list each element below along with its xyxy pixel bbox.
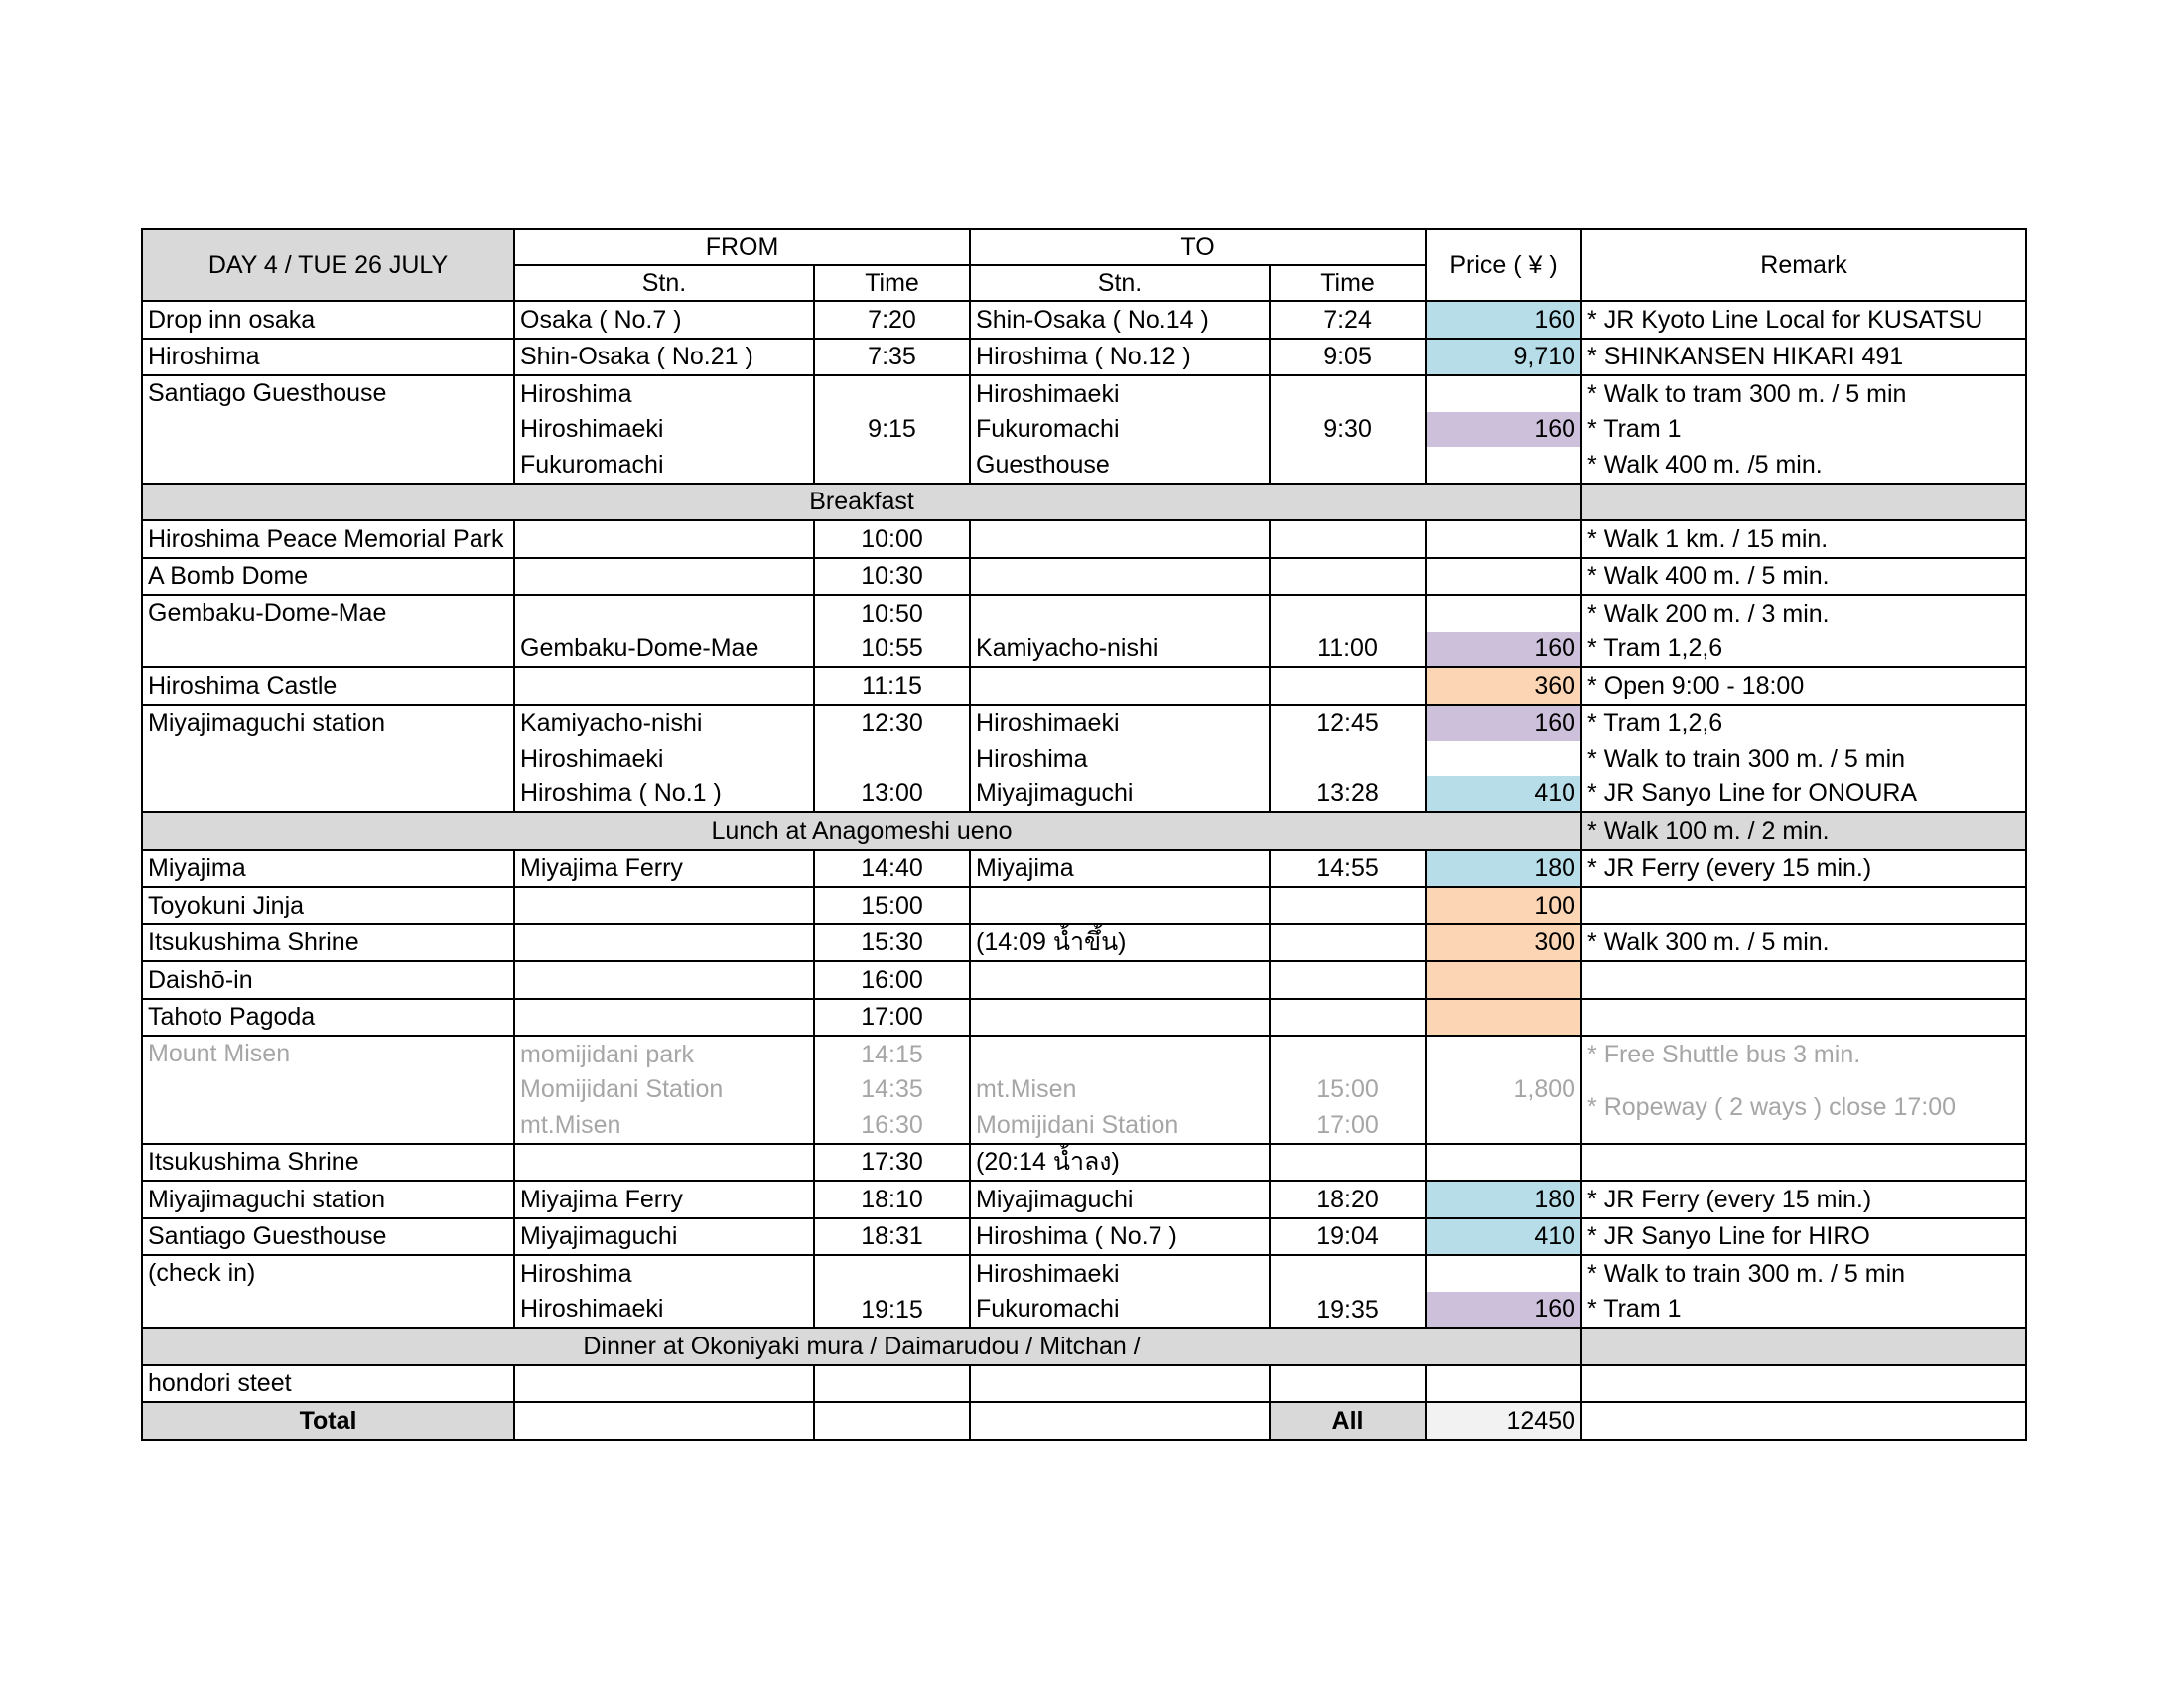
remark-cell — [1581, 999, 2026, 1037]
remark-cell: * JR Sanyo Line for ONOURA — [1581, 776, 2026, 813]
to-stn-cell — [970, 667, 1270, 705]
table-row — [142, 520, 2026, 558]
price-cell: 360 — [1426, 667, 1581, 705]
from-stn-cell: Fukuromachi — [514, 447, 814, 484]
price-cell: 100 — [1426, 887, 1581, 924]
to-stn-cell: Fukuromachi — [970, 412, 1270, 448]
to-time-cell — [1270, 1144, 1426, 1182]
price-cell — [1426, 595, 1581, 632]
from-stn-cell: Shin-Osaka ( No.21 ) — [514, 339, 814, 376]
price-cell: 180 — [1426, 850, 1581, 888]
price-cell — [1426, 1144, 1581, 1182]
total-all-label: All — [1270, 1402, 1426, 1440]
dinner-label: Dinner at Okoniyaki mura / Daimarudou / Mitchan / — [142, 1328, 1581, 1365]
remark-cell: * Open 9:00 - 18:00 — [1581, 667, 2026, 705]
to-stn-cell — [970, 1036, 1270, 1072]
table-row — [142, 595, 2026, 632]
from-time-cell: 17:30 — [814, 1144, 970, 1182]
from-time-cell — [814, 1365, 970, 1403]
from-time-cell: 18:10 — [814, 1181, 970, 1218]
to-time-header: Time — [1270, 265, 1426, 301]
to-time-cell — [1270, 558, 1426, 596]
price-cell — [1426, 1036, 1581, 1072]
from-time-cell: 19:15 — [814, 1255, 970, 1328]
from-time-cell: 9:15 — [814, 375, 970, 484]
to-stn-cell: mt.Misen — [970, 1072, 1270, 1108]
from-stn-cell: Hiroshima — [514, 375, 814, 412]
from-time-cell: 14:40 — [814, 850, 970, 888]
to-time-cell — [1270, 961, 1426, 999]
to-stn-cell: (14:09 น้ำขึ้น) — [970, 924, 1270, 962]
remark-cell: * Walk 200 m. / 3 min. — [1581, 595, 2026, 632]
from-stn-cell: Hiroshimaeki — [514, 741, 814, 776]
from-time-cell: 14:15 — [814, 1036, 970, 1072]
to-stn-cell — [970, 961, 1270, 999]
section-row — [142, 812, 2026, 850]
remark-cell: * Walk 400 m. /5 min. — [1581, 447, 2026, 484]
from-stn-cell: Gembaku-Dome-Mae — [514, 632, 814, 668]
to-stn-cell: Hiroshima ( No.12 ) — [970, 339, 1270, 376]
table-row — [142, 1036, 2026, 1072]
remark-cell — [1581, 484, 2026, 521]
from-time-cell: 10:50 — [814, 595, 970, 632]
price-cell: 160 — [1426, 301, 1581, 339]
place-cell: Miyajimaguchi station — [142, 1181, 514, 1218]
remark-cell: * Tram 1 — [1581, 1292, 2026, 1329]
from-time-cell: 15:00 — [814, 887, 970, 924]
place-cell: Miyajima — [142, 850, 514, 888]
to-stn-cell — [970, 887, 1270, 924]
from-time-cell — [814, 1402, 970, 1440]
place-cell: Hiroshima — [142, 339, 514, 376]
to-stn-cell: Guesthouse — [970, 447, 1270, 484]
from-stn-cell — [514, 558, 814, 596]
from-time-header: Time — [814, 265, 970, 301]
remark-cell: * Walk to train 300 m. / 5 min — [1581, 741, 2026, 776]
to-time-cell: 17:00 — [1270, 1107, 1426, 1144]
table-row — [142, 924, 2026, 962]
to-header: TO — [970, 229, 1426, 265]
from-stn-cell: Miyajima Ferry — [514, 850, 814, 888]
from-time-cell: 17:00 — [814, 999, 970, 1037]
from-stn-cell — [514, 1402, 814, 1440]
price-cell — [1426, 961, 1581, 999]
breakfast-label: Breakfast — [142, 484, 1581, 521]
remark-cell: * Walk 1 km. / 15 min. — [1581, 520, 2026, 558]
to-time-cell — [1270, 595, 1426, 632]
place-cell: hondori steet — [142, 1365, 514, 1403]
place-cell: Toyokuni Jinja — [142, 887, 514, 924]
remark-cell — [1581, 1144, 2026, 1182]
from-time-cell: 10:00 — [814, 520, 970, 558]
from-stn-cell: mt.Misen — [514, 1107, 814, 1144]
place-cell: Hiroshima Peace Memorial Park — [142, 520, 514, 558]
from-time-cell: 12:30 — [814, 705, 970, 742]
to-stn-cell: Miyajimaguchi — [970, 776, 1270, 813]
place-cell: Miyajimaguchi station — [142, 705, 514, 813]
from-stn-cell — [514, 667, 814, 705]
to-stn-cell: Hiroshima ( No.7 ) — [970, 1218, 1270, 1256]
place-cell: Itsukushima Shrine — [142, 1144, 514, 1182]
to-time-cell: 11:00 — [1270, 632, 1426, 668]
remark-cell: * JR Ferry (every 15 min.) — [1581, 1181, 2026, 1218]
from-stn-cell — [514, 887, 814, 924]
price-cell: 160 — [1426, 705, 1581, 742]
place-cell: Mount Misen — [142, 1036, 514, 1144]
to-time-cell: 15:00 — [1270, 1072, 1426, 1108]
from-stn-cell — [514, 924, 814, 962]
table-row — [142, 558, 2026, 596]
from-header: FROM — [514, 229, 970, 265]
table-row — [142, 887, 2026, 924]
price-cell — [1426, 558, 1581, 596]
remark-cell: * Tram 1,2,6 — [1581, 705, 2026, 742]
to-time-cell: 13:28 — [1270, 776, 1426, 813]
remark-cell: * JR Kyoto Line Local for KUSATSU — [1581, 301, 2026, 339]
from-time-cell: 10:30 — [814, 558, 970, 596]
remark-cell: * Ropeway ( 2 ways ) close 17:00 — [1581, 1072, 2026, 1144]
to-stn-cell — [970, 1402, 1270, 1440]
section-row — [142, 1328, 2026, 1365]
table-row — [142, 301, 2026, 339]
from-stn-cell: Kamiyacho-nishi — [514, 705, 814, 742]
from-time-cell: 18:31 — [814, 1218, 970, 1256]
price-cell: 160 — [1426, 1292, 1581, 1329]
from-stn-cell: Momijidani Station — [514, 1072, 814, 1108]
to-stn-cell: Hiroshimaeki — [970, 1255, 1270, 1292]
to-time-cell — [1270, 999, 1426, 1037]
to-stn-cell: Hiroshima — [970, 741, 1270, 776]
to-time-cell: 9:30 — [1270, 375, 1426, 484]
table-row — [142, 999, 2026, 1037]
from-stn-cell: Miyajima Ferry — [514, 1181, 814, 1218]
to-time-cell: 19:35 — [1270, 1255, 1426, 1328]
to-stn-cell — [970, 558, 1270, 596]
table-row — [142, 667, 2026, 705]
price-cell — [1426, 520, 1581, 558]
to-stn-cell — [970, 1365, 1270, 1403]
remark-cell: * SHINKANSEN HIKARI 491 — [1581, 339, 2026, 376]
total-row — [142, 1402, 2026, 1440]
from-stn-header: Stn. — [514, 265, 814, 301]
price-cell — [1426, 1255, 1581, 1292]
place-cell: Gembaku-Dome-Mae — [142, 595, 514, 667]
remark-cell — [1581, 1328, 2026, 1365]
place-cell: A Bomb Dome — [142, 558, 514, 596]
to-time-cell: 18:20 — [1270, 1181, 1426, 1218]
remark-cell: * Tram 1 — [1581, 412, 2026, 448]
remark-cell — [1581, 887, 2026, 924]
from-time-cell: 7:35 — [814, 339, 970, 376]
from-stn-cell: Hiroshima ( No.1 ) — [514, 776, 814, 813]
remark-cell: * Walk 400 m. / 5 min. — [1581, 558, 2026, 596]
price-cell: 9,710 — [1426, 339, 1581, 376]
place-cell: Tahoto Pagoda — [142, 999, 514, 1037]
table-row — [142, 339, 2026, 376]
remark-cell: * Walk 300 m. / 5 min. — [1581, 924, 2026, 962]
table-row — [142, 850, 2026, 888]
from-stn-cell: Osaka ( No.7 ) — [514, 301, 814, 339]
total-label: Total — [142, 1402, 514, 1440]
from-time-cell: 11:15 — [814, 667, 970, 705]
remark-cell: * JR Sanyo Line for HIRO — [1581, 1218, 2026, 1256]
price-cell: 1,800 — [1426, 1072, 1581, 1108]
price-cell: 180 — [1426, 1181, 1581, 1218]
from-time-cell: 10:55 — [814, 632, 970, 668]
price-cell: 160 — [1426, 632, 1581, 668]
table-row — [142, 1255, 2026, 1292]
place-cell: (check in) — [142, 1255, 514, 1328]
remark-cell — [1581, 961, 2026, 999]
price-cell — [1426, 741, 1581, 776]
to-stn-cell: Miyajima — [970, 850, 1270, 888]
remark-cell: * Free Shuttle bus 3 min. — [1581, 1036, 2026, 1072]
table-row — [142, 375, 2026, 412]
from-stn-cell — [514, 961, 814, 999]
from-stn-cell — [514, 999, 814, 1037]
from-time-cell: 15:30 — [814, 924, 970, 962]
to-stn-cell: Hiroshimaeki — [970, 375, 1270, 412]
to-time-cell: 14:55 — [1270, 850, 1426, 888]
to-time-cell — [1270, 741, 1426, 776]
remark-header: Remark — [1581, 229, 2026, 301]
from-stn-cell: momijidani park — [514, 1036, 814, 1072]
to-time-cell: 19:04 — [1270, 1218, 1426, 1256]
remark-cell: * Tram 1,2,6 — [1581, 632, 2026, 668]
to-time-cell — [1270, 667, 1426, 705]
to-time-cell — [1270, 1036, 1426, 1072]
to-stn-cell: (20:14 น้ำลง) — [970, 1144, 1270, 1182]
remark-cell: * JR Ferry (every 15 min.) — [1581, 850, 2026, 888]
from-stn-cell: Hiroshima — [514, 1255, 814, 1292]
remark-cell — [1581, 1365, 2026, 1403]
remark-cell: * Walk to train 300 m. / 5 min — [1581, 1255, 2026, 1292]
table-row — [142, 1365, 2026, 1403]
place-cell: Itsukushima Shrine — [142, 924, 514, 962]
to-stn-cell: Hiroshimaeki — [970, 705, 1270, 742]
table-row — [142, 961, 2026, 999]
place-cell: Santiago Guesthouse — [142, 1218, 514, 1256]
to-stn-cell: Momijidani Station — [970, 1107, 1270, 1144]
price-cell — [1426, 1365, 1581, 1403]
remark-cell: * Walk 100 m. / 2 min. — [1581, 812, 2026, 850]
table-row — [142, 1144, 2026, 1182]
from-stn-cell: Hiroshimaeki — [514, 412, 814, 448]
itinerary-table — [141, 228, 2027, 1441]
lunch-label: Lunch at Anagomeshi ueno — [142, 812, 1581, 850]
from-time-cell: 16:30 — [814, 1107, 970, 1144]
from-stn-cell — [514, 1365, 814, 1403]
from-time-cell: 7:20 — [814, 301, 970, 339]
day-title: DAY 4 / TUE 26 JULY — [142, 229, 514, 301]
to-time-cell: 12:45 — [1270, 705, 1426, 742]
from-stn-cell: Miyajimaguchi — [514, 1218, 814, 1256]
from-stn-cell — [514, 520, 814, 558]
to-stn-cell — [970, 999, 1270, 1037]
price-cell: 410 — [1426, 776, 1581, 813]
to-time-cell: 7:24 — [1270, 301, 1426, 339]
to-time-cell: 9:05 — [1270, 339, 1426, 376]
price-cell — [1426, 447, 1581, 484]
to-time-cell — [1270, 520, 1426, 558]
from-time-cell — [814, 741, 970, 776]
to-stn-cell — [970, 520, 1270, 558]
table-row — [142, 1218, 2026, 1256]
to-time-cell — [1270, 1365, 1426, 1403]
to-stn-cell: Shin-Osaka ( No.14 ) — [970, 301, 1270, 339]
price-cell — [1426, 999, 1581, 1037]
to-time-cell — [1270, 887, 1426, 924]
price-header: Price ( ¥ ) — [1426, 229, 1581, 301]
remark-cell — [1581, 1402, 2026, 1440]
place-cell: Hiroshima Castle — [142, 667, 514, 705]
from-time-cell: 16:00 — [814, 961, 970, 999]
table-row — [142, 1181, 2026, 1218]
from-time-cell: 13:00 — [814, 776, 970, 813]
to-stn-header: Stn. — [970, 265, 1270, 301]
from-stn-cell: Hiroshimaeki — [514, 1292, 814, 1329]
price-cell: 410 — [1426, 1218, 1581, 1256]
from-stn-cell — [514, 1144, 814, 1182]
to-stn-cell: Miyajimaguchi — [970, 1181, 1270, 1218]
place-cell: Santiago Guesthouse — [142, 375, 514, 484]
to-stn-cell: Fukuromachi — [970, 1292, 1270, 1329]
table-row — [142, 705, 2026, 742]
to-time-cell — [1270, 924, 1426, 962]
to-stn-cell: Kamiyacho-nishi — [970, 632, 1270, 668]
place-cell: Daishō-in — [142, 961, 514, 999]
section-row — [142, 484, 2026, 521]
remark-cell: * Walk to tram 300 m. / 5 min — [1581, 375, 2026, 412]
total-value: 12450 — [1426, 1402, 1581, 1440]
from-time-cell: 14:35 — [814, 1072, 970, 1108]
from-stn-cell — [514, 595, 814, 632]
to-stn-cell — [970, 595, 1270, 632]
price-cell: 160 — [1426, 412, 1581, 448]
price-cell — [1426, 1107, 1581, 1144]
price-cell: 300 — [1426, 924, 1581, 962]
place-cell: Drop inn osaka — [142, 301, 514, 339]
price-cell — [1426, 375, 1581, 412]
